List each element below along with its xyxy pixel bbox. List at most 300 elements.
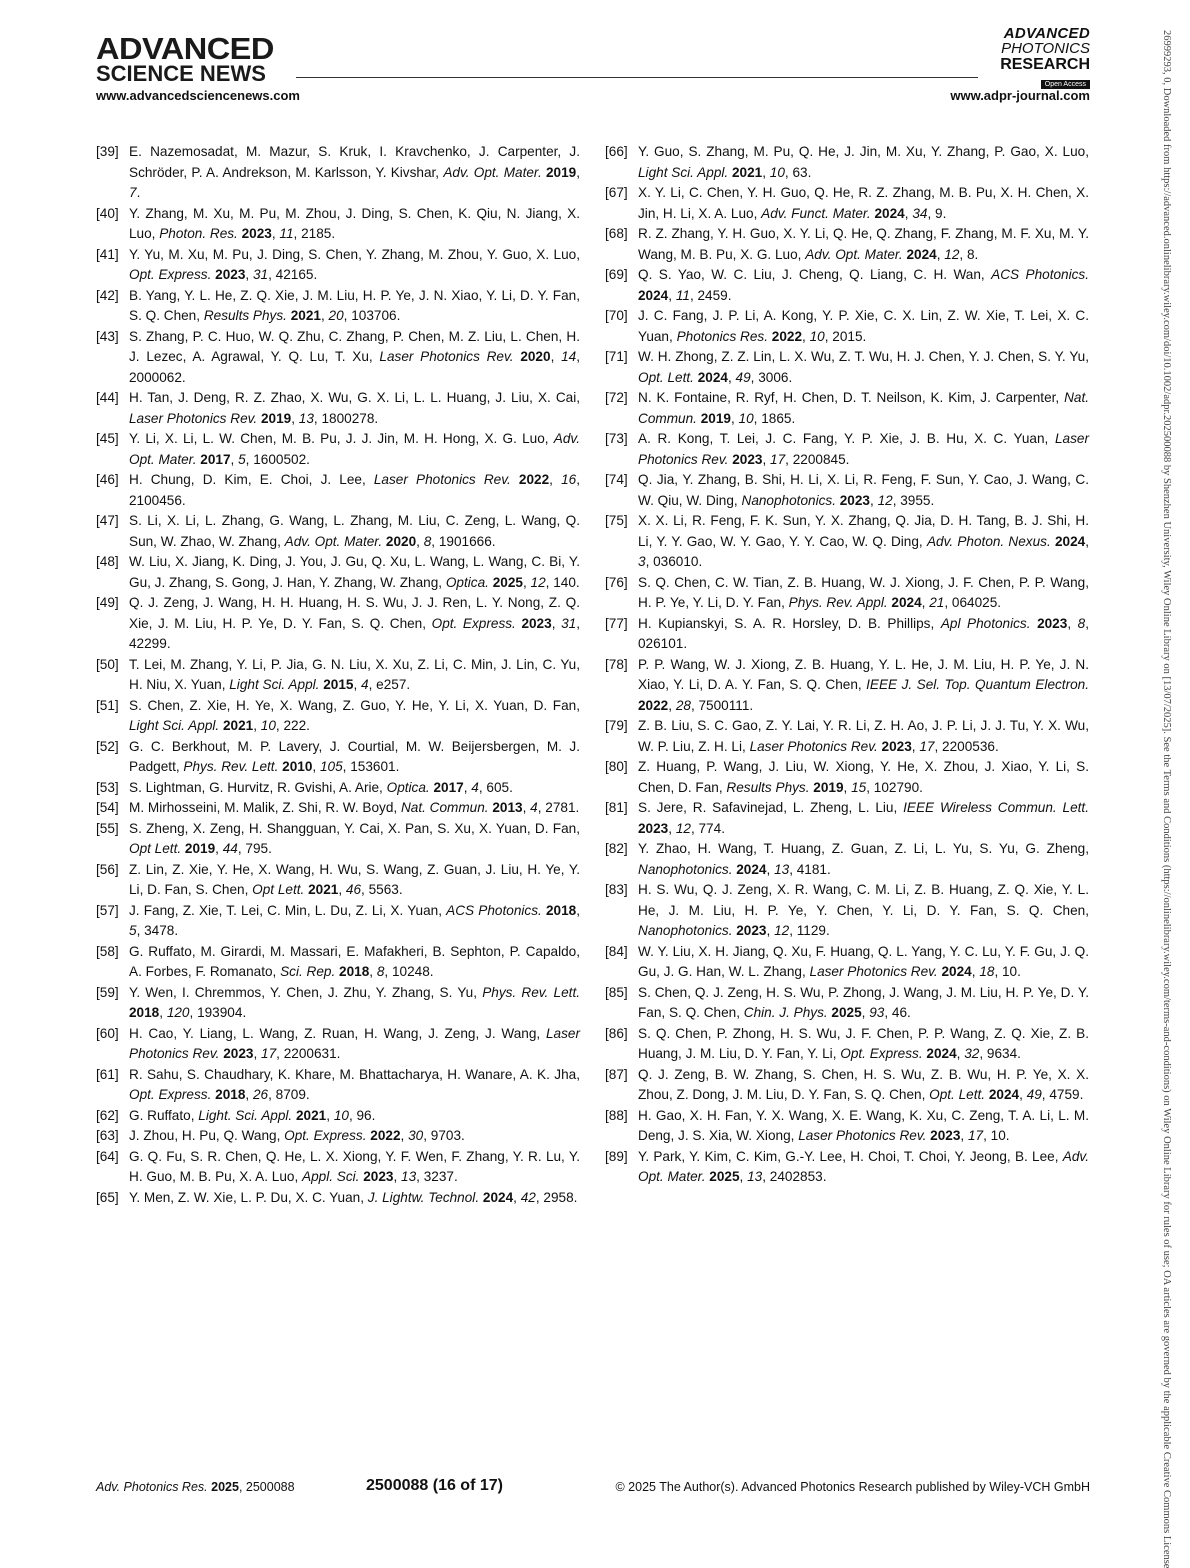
reference-number: [67] [605,185,628,200]
reference-item [96,1147,580,1188]
reference-pages: 42299 [129,636,167,651]
reference-number: [44] [96,390,119,405]
reference-text: Y. Zhang, M. Xu, M. Pu, M. Zhou, J. Ding, S. Chen, K. Qiu, N. Jiang, X. Luo, Photon. Res. 2023, 11, 2185. [129,205,580,241]
reference-year: 2018 [129,1005,160,1020]
reference-pages: 1800278 [321,410,375,426]
reference-year: 2021 [731,164,763,180]
reference-item [96,327,580,389]
reference-pages: 5563 [368,882,399,897]
reference-item [605,347,1089,388]
reference-volume: 11 [675,287,690,303]
reference-number: [78] [605,656,628,672]
reference-item [605,265,1089,306]
reference-volume: 26 [252,1087,269,1102]
reference-volume: 12 [774,923,790,938]
reference-journal: Adv. Opt. Mater. [443,164,542,180]
reference-volume: 4 [530,800,538,815]
reference-volume: 12 [877,492,893,508]
reference-pages: 795 [245,841,269,856]
reference-number: [82] [605,841,628,856]
reference-journal: Phys. Rev. Lett. [482,984,580,1000]
reference-authors: Y. Wen, I. Chremmos, Y. Chen, J. Zhu, Y. Zhang, S. Yu, [129,984,483,1000]
reference-authors: R. Z. Zhang, Y. H. Guo, X. Y. Li, Q. He, Q. Zhang, F. Zhang, M. F. Xu, M. Y. Wang, M. B. Pu, X. G. Luo, [638,226,1089,262]
reference-item [605,716,1089,757]
reference-authors: H. Gao, X. H. Fan, Y. X. Wang, X. E. Wang, K. Xu, C. Zeng, T. A. Li, L. M. Deng, J. S. Xia, W. Xiong, [638,1107,1089,1143]
reference-volume: 105 [319,759,343,774]
reference-item [96,655,580,696]
reference-volume: 4 [471,779,479,795]
reference-authors: A. R. Kong, T. Lei, J. C. Fang, Y. P. Xie, J. B. Hu, X. C. Yuan, [638,431,1055,446]
reference-volume: 46 [345,882,362,897]
reference-volume: 13 [298,410,314,426]
reference-volume: 34 [912,205,928,221]
reference-authors: G. C. Berkhout, M. P. Lavery, J. Courtial, M. W. Beijersbergen, M. J. Padgett, [129,738,580,774]
reference-number: [73] [605,431,628,446]
reference-volume: 4 [361,677,369,692]
reference-journal: Opt. Lett. [929,1087,986,1102]
reference-number: [70] [605,308,628,323]
reference-year: 2023 [215,267,246,282]
reference-journal: Nat. Commun. [400,800,489,815]
reference-text: R. Z. Zhang, Y. H. Guo, X. Y. Li, Q. He, Q. Zhang, F. Zhang, M. F. Xu, M. Y. Wang, M. B. Pu, X. G. Luo, Adv. Opt. Mater. 2024, 12, 8. [638,226,1089,262]
reference-item [605,306,1089,347]
reference-text: H. Kupianskyi, S. A. R. Horsley, D. B. Phillips, Apl Photonics. 2023, 8, 026101. [638,615,1089,651]
reference-authors: X. Y. Li, C. Chen, Y. H. Guo, Q. He, R. Z. Zhang, M. B. Pu, X. H. Chen, X. Jin, H. Li, X. A. Luo, [638,185,1089,221]
reference-volume: 44 [222,841,238,856]
side-download-note [1158,30,1178,1568]
reference-year: 2018 [545,902,577,918]
reference-pages: 153601 [350,759,396,774]
reference-text: Y. Zhao, H. Wang, T. Huang, Z. Guan, Z. Li, L. Yu, S. Yu, G. Zheng, Nanophotonics. 2024, 13, 4181. [638,841,1089,877]
reference-authors: W. Liu, X. Jiang, K. Ding, J. You, J. Gu, Q. Xu, L. Wang, L. Wang, C. Bi, Y. Gu, J. Zhang, S. Gong, J. Han, Y. Zhang, W. Zhang, [129,554,580,590]
reference-item [605,655,1089,717]
reference-text: S. Lightman, G. Hurvitz, R. Gvishi, A. Arie, Optica. 2017, 4, 605. [129,779,513,795]
reference-text: X. Y. Li, C. Chen, Y. H. Guo, Q. He, R. Z. Zhang, M. B. Pu, X. H. Chen, X. Jin, H. Li, X. A. Luo, Adv. Funct. Mater. 2024, 34, 9. [638,185,1089,221]
reference-authors: P. P. Wang, W. J. Xiong, Z. B. Huang, Y. L. He, J. M. Liu, H. P. Ye, J. N. Xiao, Y. Li, D. A. Y. Fan, S. Q. Chen, [638,656,1089,692]
reference-authors: Q. J. Zeng, J. Wang, H. H. Huang, H. S. Wu, J. J. Ren, L. Y. Nong, Z. Q. Xie, J. M. Liu, H. P. Ye, D. Y. Fan, S. Q. Chen, [129,595,580,631]
reference-year: 2024 [926,1046,957,1061]
reference-number: [86] [605,1025,628,1041]
reference-journal: Opt. Express. [129,1087,212,1102]
reference-authors: S. Q. Chen, P. Zhong, H. S. Wu, J. F. Chen, P. P. Wang, Z. Q. Xie, Z. B. Huang, J. M. Liu, D. Y. Fan, Y. Li, [638,1025,1089,1061]
reference-pages: 2958 [543,1189,574,1205]
reference-journal: Appl. Sci. [302,1169,360,1184]
reference-journal: Opt. Express. [840,1046,923,1061]
reference-number: [72] [605,390,628,405]
reference-number: [75] [605,513,628,528]
header-rule [296,77,978,78]
reference-year: 2023 [241,226,272,241]
reference-pages: 193904 [197,1005,243,1020]
reference-text: Y. Park, Y. Kim, C. Kim, G.-Y. Lee, H. Choi, T. Choi, Y. Jeong, B. Lee, Adv. Opt. Mater. 2025, 13, 2402853. [638,1148,1089,1184]
reference-number: [62] [96,1107,119,1123]
reference-item [605,429,1089,470]
reference-number: [89] [605,1148,628,1164]
reference-year: 2022 [518,472,550,487]
reference-pages: 036010 [653,554,699,569]
reference-pages: 3478 [144,923,175,938]
reference-year: 2021 [222,718,254,733]
reference-number: [64] [96,1148,119,1164]
footer-year: 2025 [211,1480,239,1494]
reference-item [96,142,580,204]
reference-year: 2023 [363,1169,394,1184]
reference-number: [63] [96,1128,119,1143]
reference-volume: 10 [809,328,825,344]
reference-item [605,983,1089,1024]
reference-pages: 9 [935,205,943,221]
advanced-science-news-logo [96,31,296,86]
reference-authors: S. Chen, Z. Xie, H. Ye, X. Wang, Z. Guo, Y. He, Y. Li, X. Yuan, D. Fan, [129,697,580,713]
reference-pages: 2402853 [769,1169,823,1184]
url-adpr-journal[interactable]: www.adpr-journal.com [950,88,1090,103]
reference-authors: W. Y. Liu, X. H. Jiang, Q. Xu, F. Huang, Q. L. Yang, Y. C. Lu, Y. F. Gu, J. Q. Gu, J. G. Han, W. L. Zhang, [638,943,1089,979]
reference-authors: H. Tan, J. Deng, R. Z. Zhao, X. Wu, G. X. Li, L. L. Huang, J. Liu, X. Cai, [129,390,580,405]
reference-item [96,696,580,737]
reference-item [96,901,580,942]
reference-number: [54] [96,800,119,815]
reference-year: 2022 [771,328,803,344]
reference-authors: S. Li, X. Li, L. Zhang, G. Wang, L. Zhang, M. Liu, C. Zeng, L. Wang, Q. Sun, W. Zhao, W. Zhang, [129,513,580,549]
reference-pages: 10 [1002,964,1018,979]
reference-text: N. K. Fontaine, R. Ryf, H. Chen, D. T. Neilson, K. Kim, J. Carpenter, Nat. Commun. 2019, 10, 1865. [638,390,1089,426]
reference-text: S. Q. Chen, C. W. Tian, Z. B. Huang, W. J. Xiong, J. F. Chen, P. P. Wang, H. P. Ye, Y. Li, D. Y. Fan, Phys. Rev. Appl. 2024, 21, 064025. [638,574,1089,610]
reference-journal: Opt. Express. [129,267,212,282]
reference-volume: 10 [738,410,754,426]
reference-pages: 774 [698,820,722,836]
reference-number: [46] [96,472,119,487]
reference-number: [85] [605,984,628,1000]
reference-text: R. Sahu, S. Chaudhary, K. Khare, M. Bhattacharya, H. Wanare, A. K. Jha, Opt. Express. 2018, 26, 8709. [129,1066,580,1102]
reference-volume: 12 [944,246,960,262]
reference-pages: 8709 [275,1087,306,1102]
reference-item [96,983,580,1024]
footer-article-number: , 2500088 [238,1480,295,1494]
reference-number: [40] [96,205,119,221]
reference-journal: Opt Lett. [129,841,182,856]
reference-journal: J. Lightw. Technol. [367,1189,480,1205]
reference-pages: 10 [990,1128,1006,1143]
reference-item [96,798,580,819]
reference-year: 2019 [813,779,844,795]
reference-item [96,942,580,983]
reference-year: 2024 [906,246,937,262]
reference-year: 2019 [184,841,216,856]
reference-number: [41] [96,246,119,262]
reference-item [605,1106,1089,1147]
reference-year: 2024 [638,287,669,303]
reference-year: 2015 [323,677,354,692]
reference-journal: Adv. Opt. Mater. [805,246,903,262]
reference-text: Q. J. Zeng, B. W. Zhang, S. Chen, H. S. Wu, Z. B. Wu, H. P. Ye, X. X. Zhou, Z. Dong, J. M. Liu, D. Y. Fan, S. Q. Chen, Opt. Lett. 2024, 49, 4759. [638,1066,1089,1102]
reference-text: S. Zheng, X. Zeng, H. Shangguan, Y. Cai, X. Pan, S. Xu, X. Yuan, D. Fan, Opt Lett. 2019, 44, 795. [129,820,580,856]
reference-year: 2021 [290,308,321,323]
reference-year: 2023 [732,451,763,467]
reference-authors: Z. Lin, Z. Xie, Y. He, X. Wang, H. Wu, S. Wang, Z. Guan, J. Liu, H. Ye, Y. Li, D. Fan, S. Chen, [129,861,580,897]
reference-volume: 93 [869,1005,885,1020]
reference-pages: 1865 [761,410,792,426]
reference-authors: G. Ruffato, M. Girardi, M. Massari, E. Mafakheri, B. Sephton, P. Capaldo, A. Forbes, F. Romanato, [129,943,580,979]
reference-journal: Chin. J. Phys. [743,1005,828,1020]
reference-authors: W. H. Zhong, Z. Z. Lin, L. X. Wu, Z. T. Wu, H. J. Chen, Y. J. Chen, S. Y. Yu, [638,349,1089,364]
reference-authors: Z. Huang, P. Wang, J. Liu, W. Xiong, Y. He, X. Zhou, J. Xiao, Y. Li, S. Chen, D. Fan, [638,759,1089,795]
reference-authors: Y. Yu, M. Xu, M. Pu, J. Ding, S. Chen, Y. Zhang, M. Zhou, Y. Guo, X. Luo, [129,246,580,262]
reference-item [96,1188,580,1209]
reference-pages: 1600502 [253,451,307,467]
reference-text: Y. Wen, I. Chremmos, Y. Chen, J. Zhu, Y. Zhang, S. Yu, Phys. Rev. Lett. 2018, 120, 193904. [129,984,580,1020]
reference-journal: Laser Photonics Rev. [809,964,938,979]
logo-right-line2: PHOTONICS [1001,40,1090,57]
reference-item [96,470,580,511]
reference-pages: 1901666 [438,533,492,549]
reference-item [605,183,1089,224]
reference-pages: 9703 [430,1128,462,1143]
reference-journal: Opt Lett. [252,882,305,897]
reference-journal: Light. Sci. Appl. [198,1107,293,1123]
reference-pages: 10248 [391,964,430,979]
reference-year: 2020 [385,533,417,549]
reference-volume: 10 [260,718,276,733]
reference-volume: 17 [261,1046,277,1061]
reference-year: 2019 [260,410,292,426]
reference-journal: Photon. Res. [159,226,238,241]
reference-number: [83] [605,882,628,897]
reference-volume: 32 [964,1046,980,1061]
reference-text: Q. J. Zeng, J. Wang, H. H. Huang, H. S. Wu, J. J. Ren, L. Y. Nong, Z. Q. Xie, J. M. Liu, H. P. Ye, D. Y. Fan, S. Q. Chen, Opt. Express. 2023, 31, 42299. [129,595,580,651]
reference-volume: 42 [520,1189,536,1205]
reference-authors: Z. B. Liu, S. C. Gao, Z. Y. Lai, Y. R. Li, Z. H. Ao, J. P. Li, J. J. Tu, Y. X. Wu, W. P. Liu, Z. H. Li, [638,718,1089,754]
reference-text: Z. Huang, P. Wang, J. Liu, W. Xiong, Y. He, X. Zhou, J. Xiao, Y. Li, S. Chen, D. Fan, Results Phys. 2019, 15, 102790. [638,759,1089,795]
logo-left-line2: SCIENCE NEWS [96,61,266,86]
reference-pages: 46 [891,1005,908,1020]
reference-journal: Opt. Express. [284,1128,367,1143]
reference-pages: 42165 [275,267,314,282]
reference-text: S. Li, X. Li, L. Zhang, G. Wang, L. Zhang, M. Liu, C. Zeng, L. Wang, Q. Sun, W. Zhao, W. Zhang, Adv. Opt. Mater. 2020, 8, 1901666. [129,513,580,549]
reference-authors: Q. Jia, Y. Zhang, B. Shi, H. Li, X. Li, R. Feng, F. Sun, Y. Cao, J. Wang, C. W. Qiu, W. Ding, [638,472,1089,508]
reference-authors: J. Zhou, H. Pu, Q. Wang, [129,1128,285,1143]
reference-year: 2020 [520,349,551,364]
reference-number: [84] [605,943,628,959]
reference-authors: S. Zheng, X. Zeng, H. Shangguan, Y. Cai, X. Pan, S. Xu, X. Yuan, D. Fan, [129,820,580,836]
reference-year: 2018 [215,1087,246,1102]
reference-number: [80] [605,759,628,774]
reference-volume: 10 [333,1107,349,1123]
reference-pages: 2459 [697,287,728,303]
reference-pages: 2015 [832,328,863,344]
reference-number: [52] [96,738,119,754]
reference-number: [68] [605,226,628,241]
reference-year: 2017 [200,451,231,467]
reference-year: 2023 [930,1128,961,1143]
reference-text: H. Cao, Y. Liang, L. Wang, Z. Ruan, H. Wang, J. Zeng, J. Wang, Laser Photonics Rev. 2023, 17, 2200631. [129,1025,580,1061]
references-column-right [605,142,1089,1188]
page-footer [96,1478,1090,1498]
reference-text: A. R. Kong, T. Lei, J. C. Fang, Y. P. Xie, J. B. Hu, X. C. Yuan, Laser Photonics Rev. 2023, 17, 2200845. [638,431,1089,467]
reference-pages: e257 [376,677,407,692]
reference-journal: IEEE J. Sel. Top. Quantum Electron. [866,677,1090,692]
reference-text: P. P. Wang, W. J. Xiong, Z. B. Huang, Y. L. He, J. M. Liu, H. P. Ye, J. N. Xiao, Y. Li, D. A. Y. Fan, S. Q. Chen, IEEE J. Sel. Top. Quantum Electron. 2022, 28, 7500111. [638,656,1090,713]
reference-number: [42] [96,287,119,303]
reference-pages: 8 [966,246,975,262]
reference-text: G. C. Berkhout, M. P. Lavery, J. Courtial, M. W. Beijersbergen, M. J. Padgett, Phys. Rev. Lett. 2010, 105, 153601. [129,738,580,774]
reference-pages: 103706 [351,308,397,323]
reference-year: 2023 [881,738,912,754]
reference-year: 2023 [1037,615,1068,631]
reference-year: 2024 [988,1087,1020,1102]
reference-authors: T. Lei, M. Zhang, Y. Li, P. Jia, G. N. Liu, X. Xu, Z. Li, C. Min, J. Lin, C. Yu, H. Niu, X. Yuan, [129,656,580,692]
reference-journal: Opt. Express. [431,615,516,631]
reference-journal: Adv. Opt. Mater. [638,1148,1089,1184]
footer-page-label: 2500088 (16 of 17) [366,1477,503,1494]
reference-item [605,388,1089,429]
reference-item [605,1024,1089,1065]
reference-pages: 026101 [638,636,684,651]
reference-journal: Laser Photonics Rev. [749,738,878,754]
footer-copyright: © 2025 The Author(s). Advanced Photonics Research published by Wiley-VCH GmbH [615,1480,1090,1494]
reference-item [96,286,580,327]
reference-authors: J. Fang, Z. Xie, T. Lei, C. Min, L. Du, Z. Li, X. Yuan, [129,902,447,918]
reference-year: 2022 [638,697,669,713]
reference-authors: Y. Zhang, M. Xu, M. Pu, M. Zhou, J. Ding, S. Chen, K. Qiu, N. Jiang, X. Luo, [129,205,580,241]
reference-item [96,511,580,552]
reference-journal: Results Phys. [203,308,287,323]
reference-year: 2023 [736,923,767,938]
reference-text: Z. B. Liu, S. C. Gao, Z. Y. Lai, Y. R. Li, Z. H. Ao, J. P. Li, J. J. Tu, Y. X. Wu, W. P. Liu, Z. H. Li, Laser Photonics Rev. 2023, 17, 2200536. [638,718,1089,754]
reference-pages: 4181 [796,861,827,877]
reference-text: H. S. Wu, Q. J. Zeng, X. R. Wang, C. M. Li, Z. B. Huang, Z. Q. Xie, Y. L. He, J. M. Liu, H. P. Ye, Y. Chen, Y. Li, D. Y. Fan, S. Q. Chen, Nanophotonics. 2023, 12, 1129. [638,882,1089,938]
reference-pages: 2000062 [129,369,182,385]
reference-item [605,470,1089,511]
reference-item [605,1147,1089,1188]
reference-text: X. X. Li, R. Feng, F. K. Sun, Y. X. Zhang, Q. Jia, D. H. Tang, B. J. Shi, H. Li, Y. Y. Gao, W. Y. Gao, Y. Y. Cao, W. Q. Ding, Adv. Photon. Nexus. 2024, 3, 036010. [638,513,1090,569]
reference-item [96,593,580,655]
reference-journal: Light Sci. Appl. [129,718,220,733]
reference-authors: R. Sahu, S. Chaudhary, K. Khare, M. Bhattacharya, H. Wanare, A. K. Jha, [129,1066,580,1082]
logo-left-line1: ADVANCED [96,31,274,66]
reference-number: [50] [96,656,119,672]
reference-volume: 30 [408,1128,424,1143]
reference-item [605,757,1089,798]
reference-volume: 8 [1077,615,1086,631]
reference-year: 2021 [296,1107,327,1123]
reference-year: 2025 [831,1005,862,1020]
reference-volume: 13 [774,861,790,877]
reference-text: B. Yang, Y. L. He, Z. Q. Xie, J. M. Liu, H. P. Ye, J. N. Xiao, Y. Li, D. Y. Fan, S. Q. Chen, Results Phys. 2021, 20, 103706. [129,287,580,323]
reference-number: [43] [96,328,119,344]
reference-year: 2023 [839,492,870,508]
reference-item [96,860,580,901]
reference-number: [87] [605,1066,628,1082]
reference-item [605,142,1089,183]
reference-authors: S. Zhang, P. C. Huo, W. Q. Zhu, C. Zhang, P. Chen, M. Z. Liu, L. Chen, H. J. Lezec, A. Agrawal, Y. Q. Lu, T. Xu, [129,328,580,364]
reference-volume: 13 [747,1169,763,1184]
reference-authors: S. Q. Chen, C. W. Tian, Z. B. Huang, W. J. Xiong, J. F. Chen, P. P. Wang, H. P. Ye, Y. Li, D. Y. Fan, [638,574,1089,610]
reference-volume: 10 [769,164,785,180]
reference-year: 2018 [339,964,370,979]
reference-text: S. Jere, R. Safavinejad, L. Zheng, L. Liu, IEEE Wireless Commun. Lett. 2023, 12, 774. [638,800,1089,836]
reference-journal: Nanophotonics. [638,923,733,938]
reference-number: [47] [96,513,119,528]
reference-item [96,245,580,286]
reference-volume: 13 [401,1169,417,1184]
reference-authors: Y. Li, X. Li, L. W. Chen, M. B. Pu, J. J. Jin, M. H. Hong, X. G. Luo, [129,431,554,446]
reference-volume: 31 [252,267,269,282]
reference-year: 2024 [736,861,767,877]
reference-year: 2023 [638,820,669,836]
reference-authors: H. Cao, Y. Liang, L. Wang, Z. Ruan, H. Wang, J. Zeng, J. Wang, [129,1025,546,1041]
reference-number: [60] [96,1025,119,1041]
reference-authors: X. X. Li, R. Feng, F. K. Sun, Y. X. Zhang, Q. Jia, D. H. Tang, B. J. Shi, H. Li, Y. Y. Gao, W. Y. Gao, Y. Y. Cao, W. Q. Ding, [638,513,1089,549]
reference-year: 2013 [492,800,523,815]
reference-item [605,1065,1089,1106]
reference-journal: Laser Photonics Rev. [129,1025,580,1061]
reference-journal: Laser Photonics Rev. [798,1128,927,1143]
reference-text: J. Zhou, H. Pu, Q. Wang, Opt. Express. 2022, 30, 9703. [129,1128,465,1143]
reference-authors: Y. Park, Y. Kim, C. Kim, G.-Y. Lee, H. Choi, T. Choi, Y. Jeong, B. Lee, [638,1148,1063,1164]
url-advanced-science-news[interactable]: www.advancedsciencenews.com [96,88,300,103]
reference-number: [77] [605,615,628,631]
reference-journal: Laser Photonics Rev. [379,349,514,364]
reference-item [96,1106,580,1127]
reference-text: S. Chen, Z. Xie, H. Ye, X. Wang, Z. Guo, Y. He, Y. Li, X. Yuan, D. Fan, Light Sci. Appl. 2021, 10, 222. [129,697,580,733]
reference-text: J. C. Fang, J. P. Li, A. Kong, Y. P. Xie, C. X. Lin, Z. W. Xie, T. Lei, X. C. Yuan, Photonics Res. 2022, 10, 2015. [638,308,1089,344]
reference-number: [66] [605,144,628,159]
reference-journal: Laser Photonics Rev. [129,410,258,426]
reference-year: 2010 [282,759,313,774]
reference-journal: Light Sci. Appl. [638,164,729,180]
reference-year: 2019 [545,164,577,180]
reference-pages: 2185 [301,226,332,241]
reference-text: Y. Men, Z. W. Xie, L. P. Du, X. C. Yuan, J. Lightw. Technol. 2024, 42, 2958. [129,1189,578,1205]
reference-volume: 17 [967,1128,984,1143]
reference-pages: 222 [283,718,307,733]
reference-pages: 3955 [900,492,931,508]
reference-text: H. Gao, X. H. Fan, Y. X. Wang, X. E. Wang, K. Xu, C. Zeng, T. A. Li, L. M. Deng, J. S. Xia, W. Xiong, Laser Photonics Rev. 2023, 17, 10. [638,1107,1089,1143]
reference-year: 2017 [433,779,464,795]
footer-citation [96,1480,295,1494]
reference-text: Y. Yu, M. Xu, M. Pu, J. Ding, S. Chen, Y. Zhang, M. Zhou, Y. Guo, X. Luo, Opt. Express. 2023, 31, 42165. [129,246,580,282]
reference-text: S. Zhang, P. C. Huo, W. Q. Zhu, C. Zhang, P. Chen, M. Z. Liu, L. Chen, H. J. Lezec, A. Agrawal, Y. Q. Lu, T. Xu, Laser Photonics Rev. 2020, 14, 2000062. [129,328,580,385]
reference-volume: 5 [129,923,137,938]
reference-journal: Phys. Rev. Appl. [788,595,888,610]
reference-pages: 2200845 [792,451,846,467]
reference-journal: Nanophotonics. [638,861,733,877]
reference-authors: S. Lightman, G. Hurvitz, R. Gvishi, A. Arie, [129,779,387,795]
reference-item [605,614,1089,655]
reference-number: [88] [605,1107,628,1123]
reference-volume: 20 [328,308,344,323]
reference-number: [45] [96,431,119,446]
reference-authors: J. C. Fang, J. P. Li, A. Kong, Y. P. Xie, C. X. Lin, Z. W. Xie, T. Lei, X. C. Yuan, [638,308,1089,344]
reference-year: 2024 [941,964,972,979]
reference-item [96,819,580,860]
reference-journal: Adv. Opt. Mater. [129,431,580,467]
reference-item [96,737,580,778]
logo-right-line3: RESEARCH [1000,56,1090,73]
reference-text: E. Nazemosadat, M. Mazur, S. Kruk, I. Kravchenko, J. Carpenter, J. Schröder, P. A. Andrekson, M. Karlsson, Y. Kivshar, Adv. Opt. Mater. 2019, 7. [129,144,581,200]
reference-journal: Laser Photonics Rev. [638,431,1089,467]
reference-item [96,388,580,429]
reference-authors: H. Chung, D. Kim, E. Choi, J. Lee, [129,472,374,487]
reference-number: [59] [96,984,119,1000]
reference-journal: Nanophotonics. [741,492,836,508]
page-header [96,25,1090,105]
reference-text: T. Lei, M. Zhang, Y. Li, P. Jia, G. N. Liu, X. Xu, Z. Li, C. Min, J. Lin, C. Yu, H. Niu, X. Yuan, Light Sci. Appl. 2015, 4, e257. [129,656,580,692]
reference-pages: 2200536 [942,738,995,754]
adpr-journal-logo [980,26,1090,91]
reference-volume: 120 [166,1005,190,1020]
reference-number: [61] [96,1066,119,1082]
